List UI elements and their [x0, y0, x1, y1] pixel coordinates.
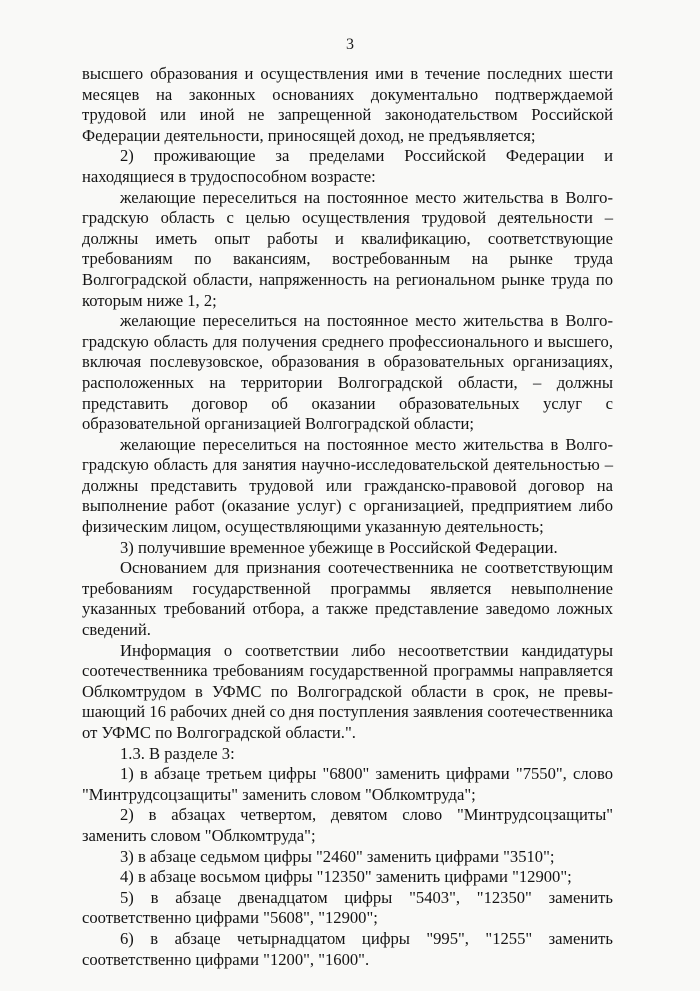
- list-item-5: 5) в абзаце двенадцатом цифры "5403", "12350" заменить соответственно цифрами "5608", "12900";: [82, 887, 613, 928]
- page-number: 3: [346, 36, 354, 53]
- list-item-1: 1) в абзаце третьем цифры "6800" заменить цифрами "7550", слово "Минтрудсоцзащиты" заменить словом "Облкомтруда";: [82, 764, 613, 804]
- list-item-2: 2) в абзацах четвертом, девятом слово "Минтрудсоцзащиты" заменить словом "Облкомтруда";: [82, 805, 613, 845]
- paragraph-students: желающие переселиться на постоянное место жительства в Волгоградскую область для получения среднего профессионального и высшего, включая послевузовское, образования в образовательных организациях, расположенных на территории Волгоградской области, – должны представить договор об оказании образовательных услуг с образовательной организацией Волгоградской области;: [82, 311, 613, 434]
- list-item-6: 6) в абзаце четырнадцатом цифры "995", "1255" заменить соответственно цифрами "1200", "1600".: [82, 928, 613, 969]
- list-item-4: 4) в абзаце восьмом цифры "12350" заменить цифрами "12900";: [120, 867, 572, 887]
- document-body: [82, 64, 613, 970]
- paragraph-item-2: 2) проживающие за пределами Российской Федерации и находящиеся в трудоспособном возрасте:: [82, 146, 613, 186]
- paragraph-researchers: желающие переселиться на постоянное место жительства в Волгоградскую область для занятия научно-исследовательской деятельностью – должны представить трудовой или гражданско-правовой договор на выполнение работ (оказание услуг) с организацией, предприятием либо физическим лицом, осуществляющими указанную деятельность;: [82, 434, 613, 537]
- paragraph-continuation: высшего образования и осуществления ими в течение последних шести месяцев на законных основаниях документально подтверждаемой трудовой или иной не запрещенной законодательством Российской Федерации деятельности, приносящей доход, не предъявляется;: [82, 64, 613, 145]
- paragraph-item-3: 3) получившие временное убежище в Российской Федерации.: [120, 537, 558, 557]
- paragraph-section-1-3: 1.3. В разделе 3:: [120, 743, 235, 763]
- paragraph-work-migrants: желающие переселиться на постоянное место жительства в Волгоградскую область с целью осуществления трудовой деятельности – должны иметь опыт работы и квалификацию, соответствующие требованиям по вакансиям, востребованным на рынке труда Волгоградской области, напряженность на региональном рынке труда по которым ниже 1, 2;: [82, 187, 613, 310]
- paragraph-information: Информация о соответствии либо несоответствии кандидатуры соотечественника требованиям государственной программы направляется Облкомтрудом в УФМС по Волгоградской области в срок, не превышающий 16 рабочих дней со дня поступления заявления соотечественника от УФМС по Волгоградской области.".: [82, 640, 613, 742]
- list-item-3: 3) в абзаце седьмом цифры "2460" заменить цифрами "3510";: [120, 846, 555, 866]
- paragraph-grounds: Основанием для признания соотечественника не соответствующим требованиям государственной программы является невыполнение указанных требований отбора, а также представление заведомо ложных сведений.: [82, 558, 613, 640]
